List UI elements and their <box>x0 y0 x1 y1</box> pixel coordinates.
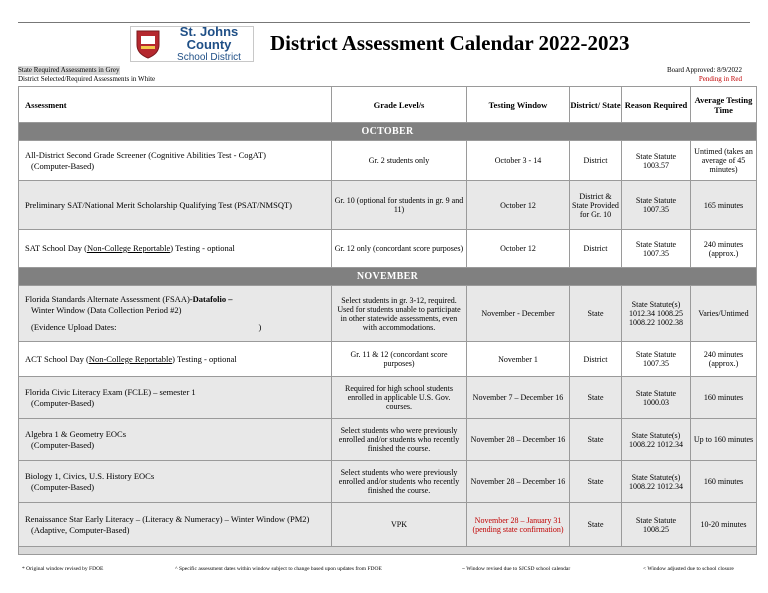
district-logo <box>130 26 254 62</box>
legend-grey: State Required Assessments in Grey <box>18 66 120 74</box>
table-row: Renaissance Star Early Literacy – (Literacy & Numeracy) – Winter Window (PM2) (Adaptive, Computer-Based) VPK November 28 – January 31 (pending state confirmation) State State Statute 1008.25 10-20 minutes <box>19 503 757 547</box>
header-row <box>19 87 757 123</box>
board-approval <box>667 66 742 84</box>
legend-white: District Selected/Required Assessments in White <box>18 75 156 83</box>
table-row: ACT School Day (Non-College Reportable) Testing - optional Gr. 11 & 12 (concordant score purposes) November 1 District State Statute 1007.35 240 minutes (approx.) <box>19 342 757 377</box>
logo-name: St. Johns County <box>179 24 239 52</box>
col-grade: Grade Level/s <box>332 87 467 123</box>
pending-note: Pending in Red <box>698 75 742 83</box>
footnote-specific: ^ Specific assessment dates within window subject to change based upon updates from FDOE <box>175 566 382 572</box>
col-district-state: District/ State <box>570 87 622 123</box>
legend <box>18 66 155 84</box>
footnote-adjusted: < Window adjusted due to school closure <box>643 566 734 572</box>
shield-icon <box>135 29 161 59</box>
page-title: District Assessment Calendar 2022-2023 <box>270 31 630 55</box>
month-october: OCTOBER <box>19 123 757 141</box>
logo-subname: School District <box>177 52 241 63</box>
table-row: Algebra 1 & Geometry EOCs (Computer-Based) Select students who were previously enrolled and/or students who recently finished the course. November 28 – December 16 State State Statute(s) 1008.22 1012.34 Up to 160 minutes <box>19 419 757 461</box>
col-assessment: Assessment <box>19 87 332 123</box>
board-approved-date: Board Approved: 8/9/2022 <box>666 66 742 74</box>
table-row: All-District Second Grade Screener (Cognitive Abilities Test - CogAT) (Computer-Based) Gr. 2 students only October 3 - 14 District State Statute 1003.57 Untimed (takes an average of 45 minutes) <box>19 141 757 181</box>
table-row: SAT School Day (Non-College Reportable) Testing - optional Gr. 12 only (concordant score purposes) October 12 District State Statute 1007.35 240 minutes (approx.) <box>19 230 757 268</box>
table-row: Biology 1, Civics, U.S. History EOCs (Computer-Based) Select students who were previously enrolled and/or students who recently finished the course. November 28 – December 16 State State Statute(s) 1008.22 1012.34 160 minutes <box>19 461 757 503</box>
table-row: Florida Civic Literacy Exam (FCLE) – semester 1 (Computer-Based) Required for high school students enrolled in applicable U.S. Gov. courses. November 7 – December 16 State State Statute 1000.03 160 minutes <box>19 377 757 419</box>
top-rule <box>18 22 750 23</box>
col-time: Average Testing Time <box>691 87 757 123</box>
footnote-original: * Original window revised by FDOE <box>22 566 104 572</box>
table-row: Florida Standards Alternate Assessment (FSAA)-Datafolio – Winter Window (Data Collection Period #2) (Evidence Upload Dates: ) Select students in gr. 3-12, required. Used for students unable to participate in other statewide assessments, even with accommodations. November - December State State Statute(s) 1012.34 1008.25 1008.22 1002.38 Varies/Untimed <box>19 286 757 342</box>
col-window: Testing Window <box>467 87 570 123</box>
table-bottom-bar <box>19 547 757 555</box>
assessment-table <box>18 86 757 555</box>
footnote-revised: ~ Window revised due to SJCSD school calendar <box>462 566 571 572</box>
col-reason: Reason Required <box>622 87 691 123</box>
month-november: NOVEMBER <box>19 268 757 286</box>
table-row: Preliminary SAT/National Merit Scholarship Qualifying Test (PSAT/NMSQT) Gr. 10 (optional for students in gr. 9 and 11) October 12 District & State Provided for Gr. 10 State Statute 1007.35 165 minutes <box>19 181 757 230</box>
